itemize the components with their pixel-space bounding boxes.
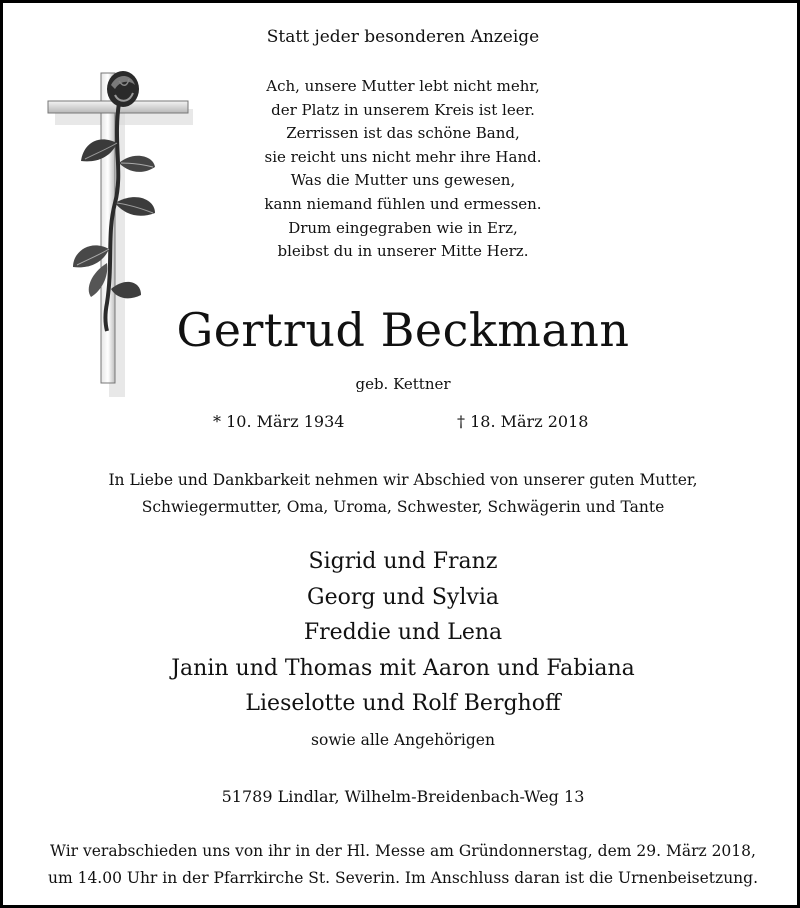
- service-info: [3, 838, 800, 892]
- family-member: Freddie und Lena: [303, 620, 503, 645]
- address: 51789 Lindlar, Wilhelm-Breidenbach-Weg 13: [221, 787, 585, 806]
- family-list: [3, 544, 800, 722]
- family-member: Janin und Thomas mit Aaron und Fabiana: [171, 655, 635, 681]
- poem-line: Zerrissen ist das schöne Band,: [286, 124, 520, 143]
- poem-line: Ach, unsere Mutter lebt nicht mehr,: [266, 77, 540, 95]
- birth-date: * 10. März 1934: [213, 412, 345, 431]
- poem-line: Drum eingegraben wie in Erz,: [288, 218, 518, 237]
- farewell-intro: [3, 467, 800, 521]
- intro-line: Schwiegermutter, Oma, Uroma, Schwester, Schwägerin und Tante: [141, 498, 665, 516]
- intro-line: In Liebe und Dankbarkeit nehmen wir Abschied von unserer guten Mutter,: [108, 471, 698, 489]
- birth-name: geb. Kettner: [355, 375, 451, 393]
- death-date: † 18. März 2018: [457, 412, 589, 431]
- family-member: Lieselotte und Rolf Berghoff: [245, 691, 561, 716]
- poem-line: der Platz in unserem Kreis ist leer.: [271, 100, 535, 119]
- poem-line: kann niemand fühlen und ermessen.: [264, 194, 542, 213]
- header-text: Statt jeder besonderen Anzeige: [266, 27, 540, 47]
- service-line: um 14.00 Uhr in der Pfarrkirche St. Severin. Im Anschluss daran ist die Urnenbeisetzung.: [47, 869, 759, 887]
- family-member: Sigrid und Franz: [308, 549, 498, 574]
- relatives-text: sowie alle Angehörigen: [311, 731, 495, 749]
- poem-line: bleibst du in unserer Mitte Herz.: [277, 242, 529, 261]
- poem-line: sie reicht uns nicht mehr ihre Hand.: [264, 147, 542, 166]
- poem-line: Was die Mutter uns gewesen,: [290, 171, 516, 190]
- poem: [3, 75, 800, 264]
- service-line: Wir verabschieden uns von ihr in der Hl. Messe am Gründonnerstag, dem 29. März 2018,: [50, 842, 756, 860]
- deceased-name: Gertrud Beckmann: [176, 303, 630, 357]
- family-member: Georg und Sylvia: [307, 584, 499, 610]
